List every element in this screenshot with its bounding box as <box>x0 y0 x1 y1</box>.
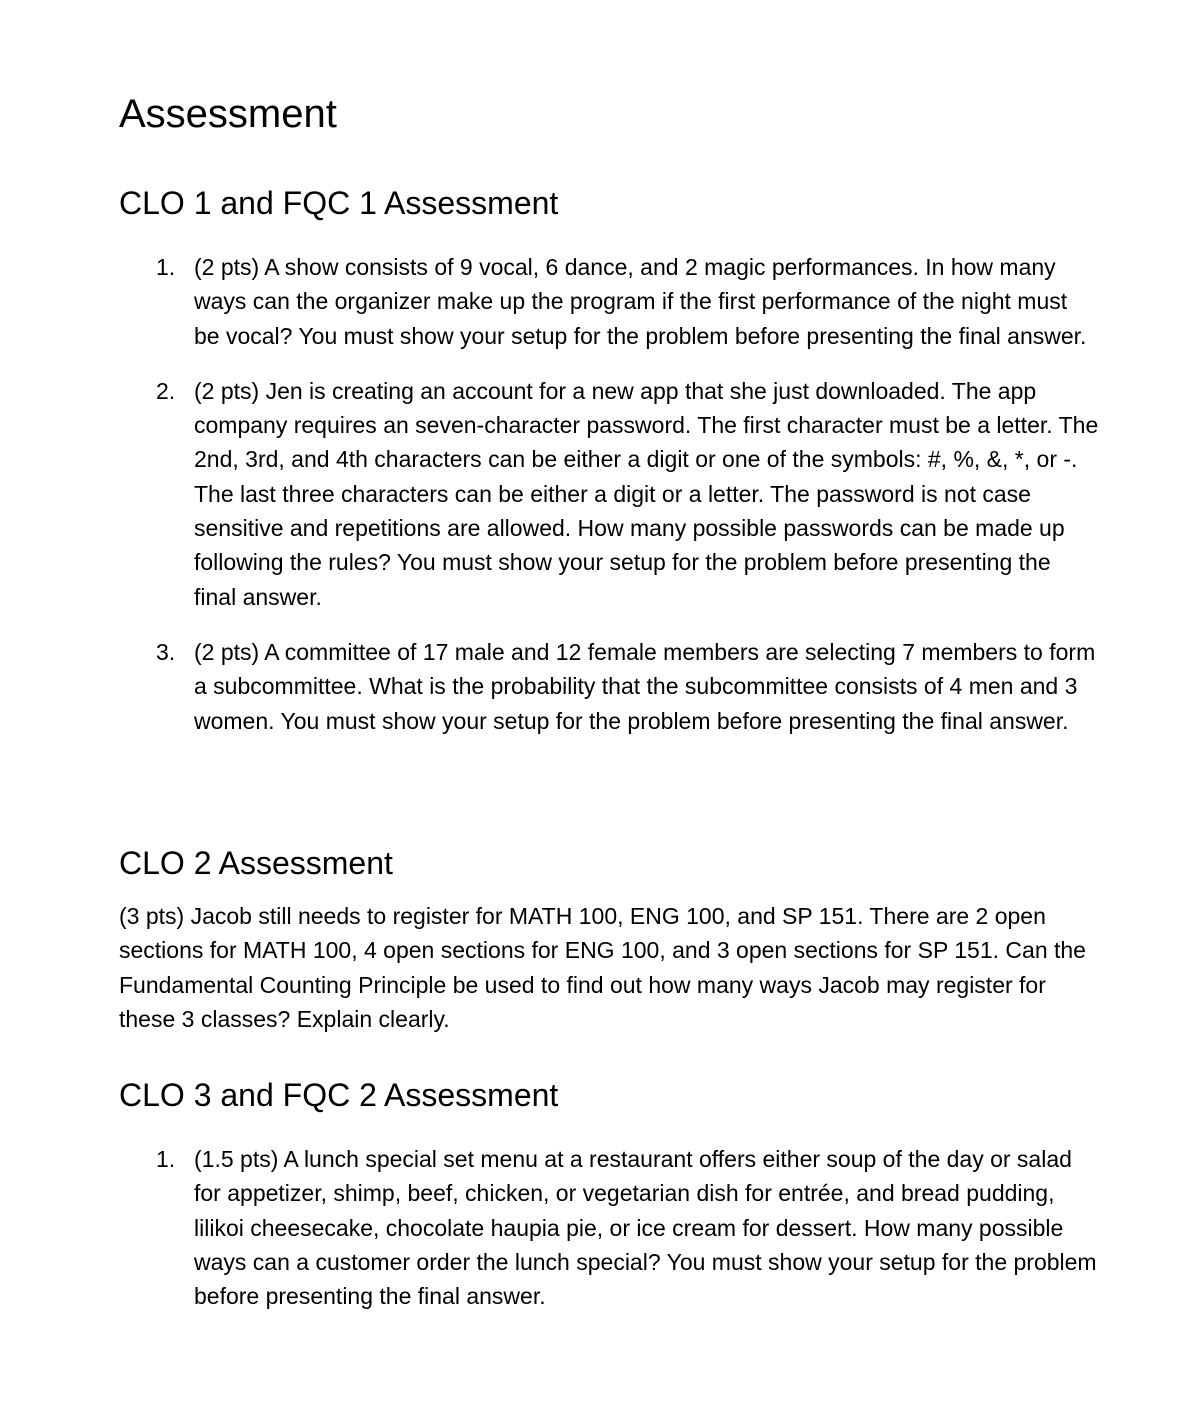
question-text: (2 pts) Jen is creating an account for a new app that she just downloaded. The app company requires an seven-character password. The first character must be a letter. The 2nd, 3rd, and 4th characters can be either a digit or one of the symbols: #, %, &, *, or -. The last three characters can be either a digit or a letter. The password is not case sensitive and repetitions are allowed. How many possible passwords can be made up following the rules? You must show your setup for the problem before presenting the final answer. <box>194 377 1099 610</box>
section-heading-clo3-fqc2: CLO 3 and FQC 2 Assessment <box>119 1077 559 1113</box>
question-number: 1. <box>156 1146 176 1172</box>
clo2-question-paragraph: (3 pts) Jacob still needs to register for MATH 100, ENG 100, and SP 151. There are 2 open sections for MATH 100, 4 open sections for ENG 100, and 3 open sections for SP 151. Can the Fundamental Counting Principle be used to find out how many ways Jacob may register for these 3 classes? Explain clearly. <box>119 903 1086 1032</box>
question-item <box>119 374 1099 614</box>
question-number: 1. <box>156 254 176 280</box>
question-list-clo3-fqc2 <box>119 1142 1099 1334</box>
question-item <box>119 635 1099 738</box>
question-number: 3. <box>156 638 176 665</box>
document-title: Assessment <box>119 92 337 136</box>
section-heading-clo2: CLO 2 Assessment <box>119 845 393 881</box>
question-text: (2 pts) A committee of 17 male and 12 female members are selecting 7 members to form a subcommittee. What is the probability that the subcommittee consists of 4 men and 3 women. You must show your setup for the problem before presenting the final answer. <box>194 638 1096 734</box>
question-text: (2 pts) A show consists of 9 vocal, 6 dance, and 2 magic performances. In how many ways can the organizer make up the program if the first performance of the night must be vocal? You must show your setup for the problem before presenting the final answer. <box>194 254 1087 349</box>
question-list-clo1-fqc1 <box>119 250 1099 759</box>
question-number: 2. <box>156 377 176 404</box>
question-item <box>119 1142 1099 1313</box>
question-text: (1.5 pts) A lunch special set menu at a restaurant offers either soup of the day or salad for appetizer, shimp, beef, chicken, or vegetarian dish for entrée, and bread pudding, lilikoi cheesecake, chocolate haupia pie, or ice cream for dessert. How many possible ways can a customer order the lunch special? You must show your setup for the problem before presenting the final answer. <box>194 1146 1097 1310</box>
section-heading-clo1-fqc1: CLO 1 and FQC 1 Assessment <box>119 185 559 221</box>
question-item <box>119 250 1099 353</box>
